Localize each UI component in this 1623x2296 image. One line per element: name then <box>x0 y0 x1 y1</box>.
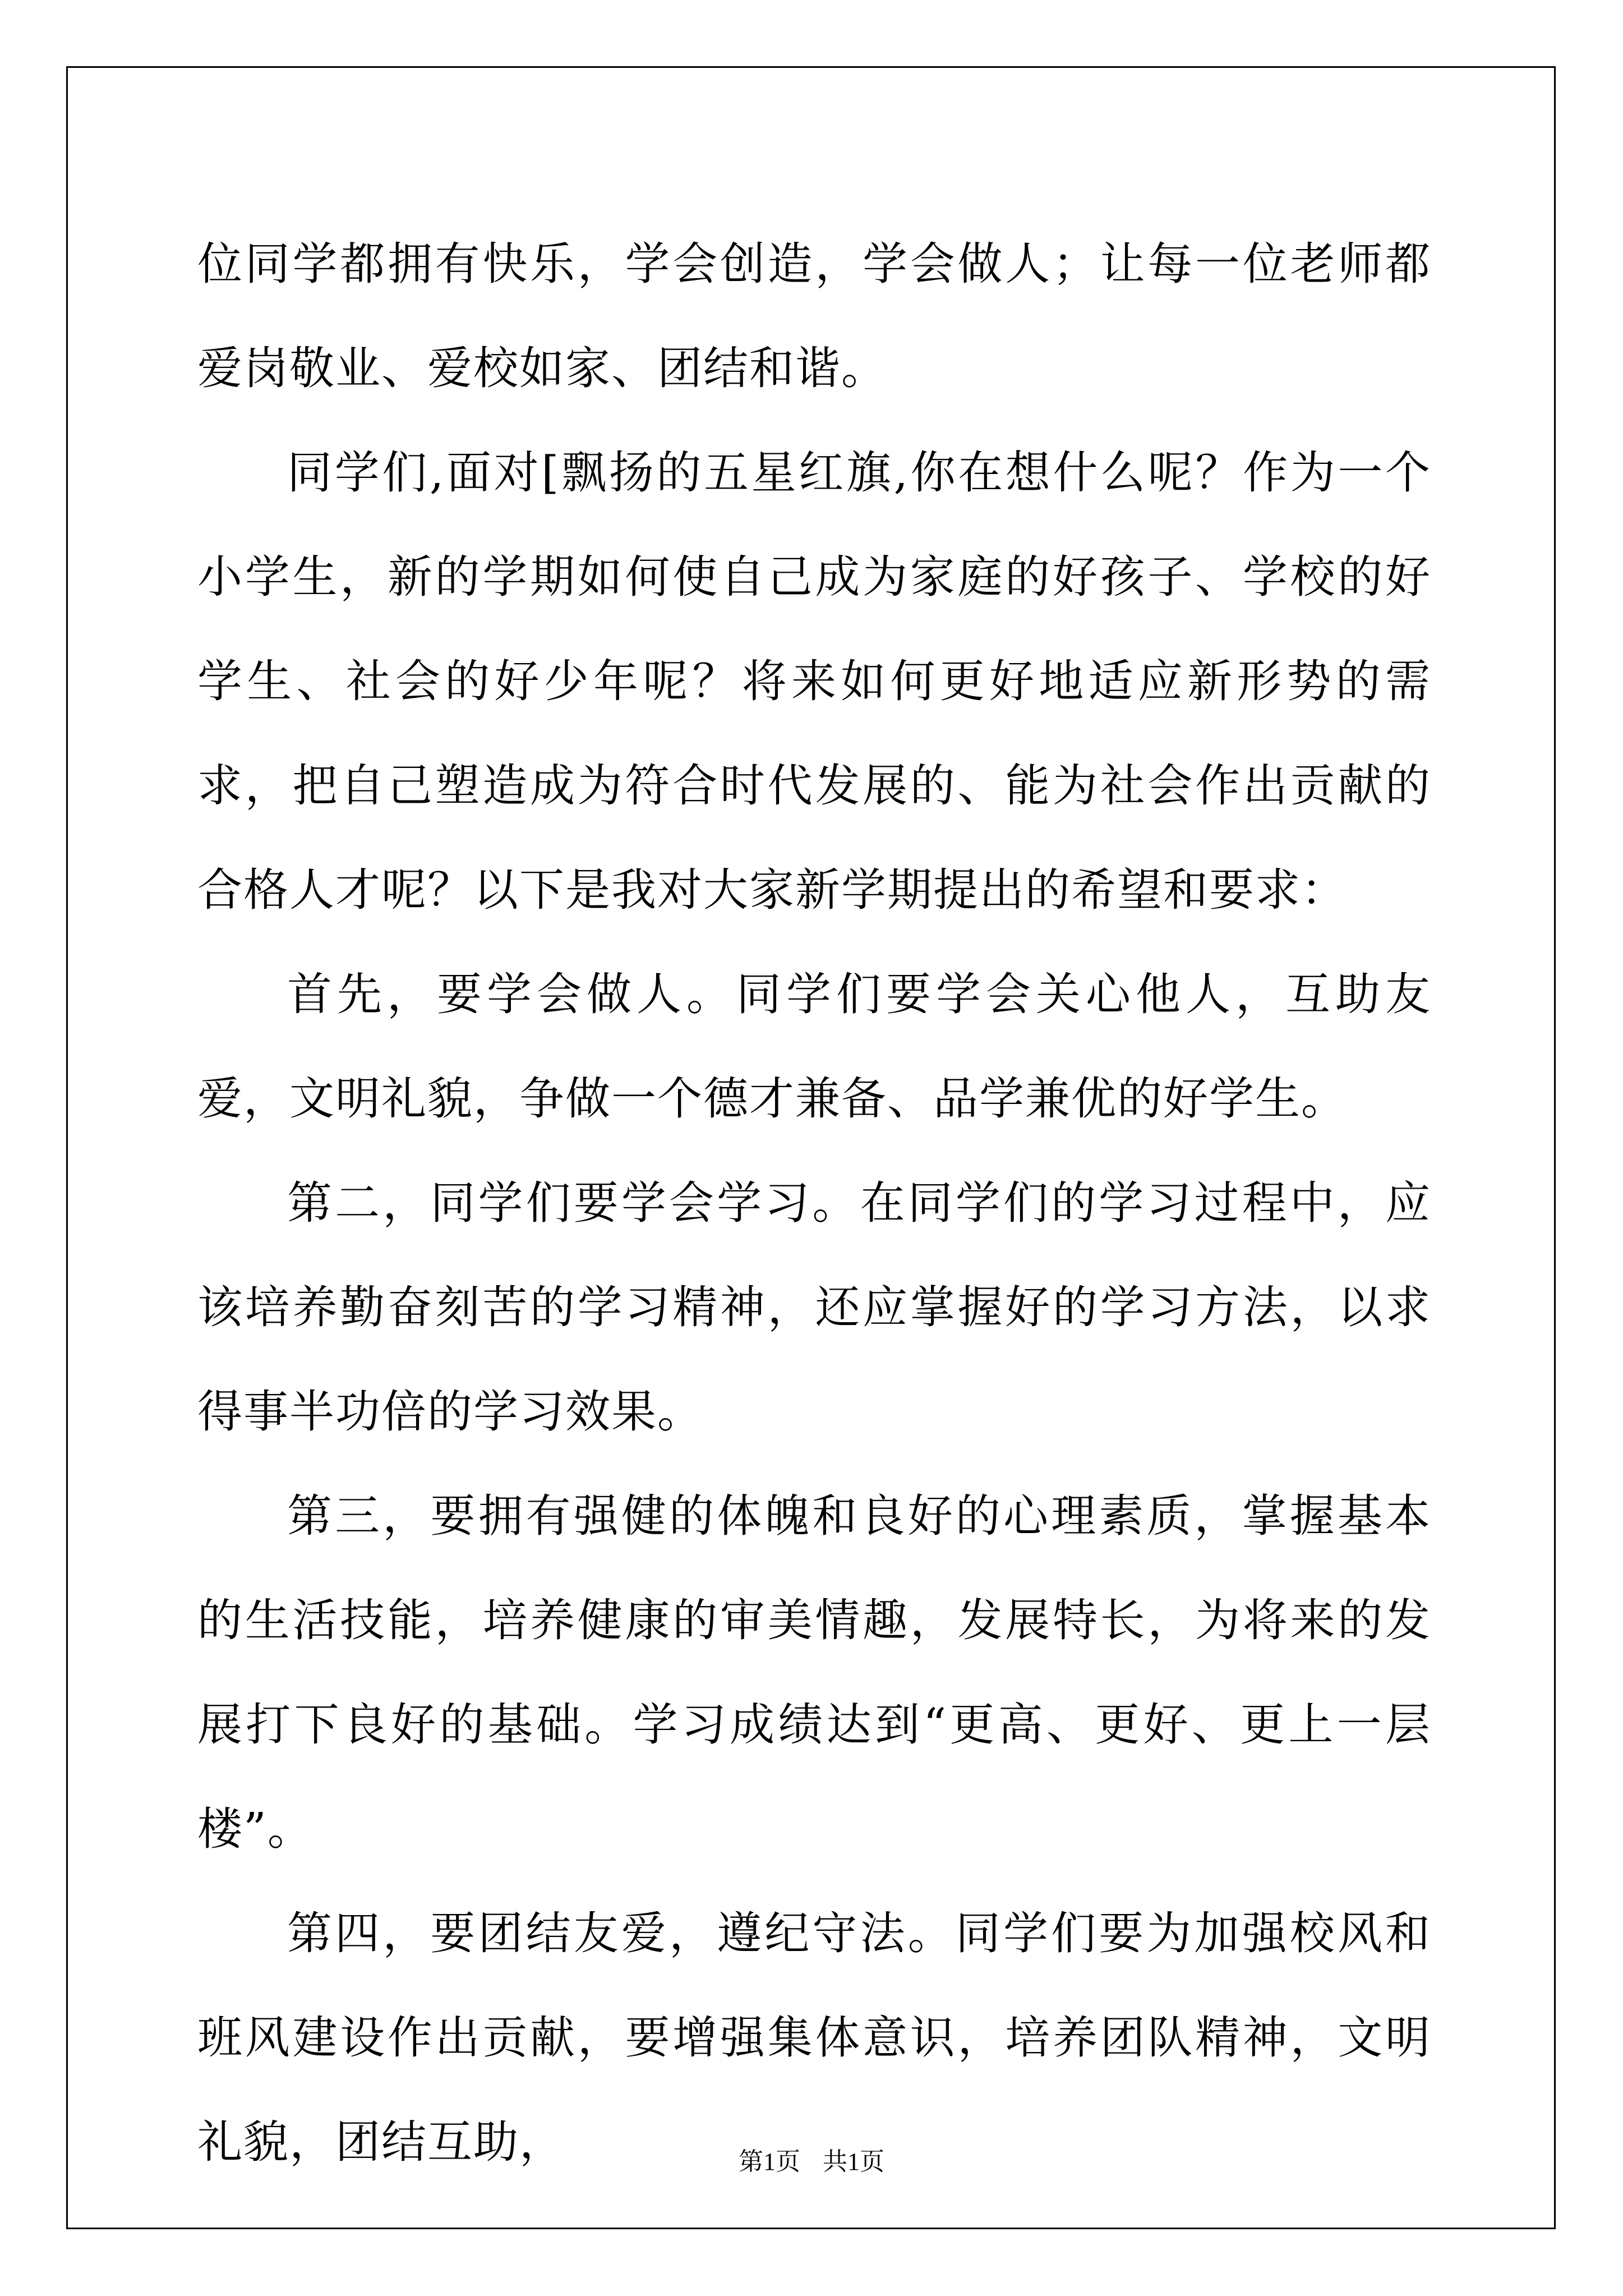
page-footer <box>0 2146 1623 2178</box>
paragraph-4: 第二，同学们要学会学习。在同学们的学习过程中，应该培养勤奋刻苦的学习精神，还应掌握好的学习方法，以求得事半功倍的学习效果。 <box>197 1177 1431 1438</box>
paragraph-6: 第四，要团结友爱，遵纪守法。同学们要为加强校风和班风建设作出贡献，要增强集体意识，培养团队精神，文明礼貌，团结互助， <box>197 1907 1431 2168</box>
paragraph-3: 首先，要学会做人。同学们要学会关心他人，互助友爱，文明礼貌，争做一个德才兼备、品学兼优的好学生。 <box>197 968 1431 1125</box>
paragraph-1: 位同学都拥有快乐，学会创造，学会做人；让每一位老师都爱岗敬业、爱校如家、团结和谐。 <box>197 238 1431 394</box>
paragraph-2: 同学们,面对[飘扬的五星红旗,你在想什么呢？作为一个小学生，新的学期如何使自己成为家庭的好孩子、学校的好学生、社会的好少年呢？将来如何更好地适应新形势的需求，把自己塑造成为符合时代发展的、能为社会作出贡献的合格人才呢？以下是我对大家新学期提出的希望和要求： <box>197 447 1431 916</box>
page-number-total: 共1页 <box>823 2148 884 2175</box>
document-body <box>197 212 1431 2194</box>
page-number-current: 第1页 <box>739 2148 800 2175</box>
paragraph-5: 第三，要拥有强健的体魄和良好的心理素质，掌握基本的生活技能，培养健康的审美情趣，发展特长，为将来的发展打下良好的基础。学习成绩达到“更高、更好、更上一层楼”。 <box>197 1490 1431 1855</box>
